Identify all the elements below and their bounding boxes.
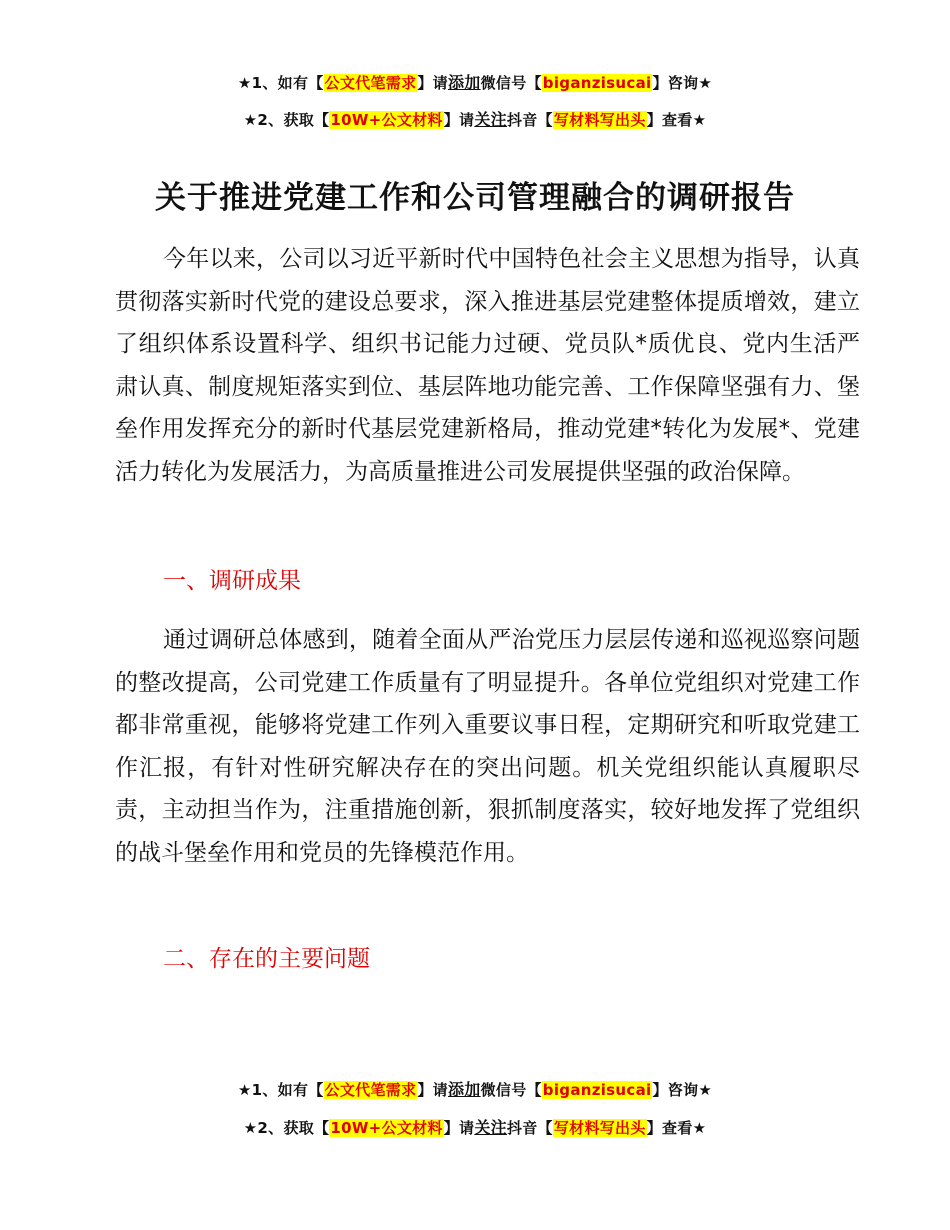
promo-highlight: 10W+公文材料 (330, 1119, 443, 1137)
promo-highlight: 10W+公文材料 (330, 111, 443, 129)
promo-text: ★1、如有【 (237, 1081, 324, 1099)
promo-highlight: 公文代笔需求 (324, 1081, 417, 1099)
promo-text: 】请 (417, 1081, 448, 1099)
promo-text: 抖音【 (506, 1119, 553, 1137)
promo-text: 】请 (443, 1119, 475, 1137)
promo-text: 微信号【 (480, 1081, 542, 1099)
promo-underlined: 添加 (447, 73, 481, 92)
section-heading-1: 一、调研成果 (163, 568, 301, 594)
section-1-paragraph: 通过调研总体感到，随着全面从严治党压力层层传递和巡视巡察问题的整改提高，公司党建工作质量有了明显提升。各单位党组织对党建工作都非常重视，能够将党建工作列入重要议事日程，定期研究和听取党建工作汇报，有针对性研究解决存在的突出问题。机关党组织能认真履职尽责，主动担当作为，注重措施创新，狠抓制度落实，较好地发挥了党组织的战斗堡垒作用和党员的先锋模范作用。 (115, 627, 860, 866)
promo-highlight-douyin: 写材料写出头 (553, 111, 646, 129)
promo-text: 】查看★ (646, 1119, 707, 1137)
promo-line-2-bottom (0, 1115, 950, 1138)
promo-underlined: 添加 (447, 1080, 481, 1099)
promo-text: ★2、获取【 (243, 111, 330, 129)
promo-text: ★1、如有【 (237, 74, 324, 92)
promo-highlight-wechat: biganzisucai (542, 74, 652, 92)
promo-highlight-douyin: 写材料写出头 (553, 1119, 646, 1137)
promo-underlined: 关注 (474, 110, 507, 129)
promo-text: 】咨询★ (652, 74, 713, 92)
promo-underlined: 关注 (474, 1118, 507, 1137)
promo-text: 】咨询★ (652, 1081, 713, 1099)
promo-line-2-top (0, 107, 950, 130)
section-heading-2: 二、存在的主要问题 (163, 946, 370, 972)
promo-text: ★2、获取【 (243, 1119, 330, 1137)
promo-text: 微信号【 (480, 74, 542, 92)
promo-line-1-top (0, 70, 950, 93)
intro-paragraph: 今年以来，公司以习近平新时代中国特色社会主义思想为指导，认真贯彻落实新时代党的建设总要求，深入推进基层党建整体提质增效，建立了组织体系设置科学、组织书记能力过硬、党员队*质优良、党内生活严肃认真、制度规矩落实到位、基层阵地功能完善、工作保障坚强有力、堡垒作用发挥充分的新时代基层党建新格局，推动党建*转化为发展*、党建活力转化为发展活力，为高质量推进公司发展提供坚强的政治保障。 (115, 246, 860, 485)
promo-text: 】查看★ (646, 111, 707, 129)
promo-highlight: 公文代笔需求 (324, 74, 417, 92)
promo-text: 抖音【 (506, 111, 553, 129)
promo-highlight-wechat: biganzisucai (542, 1081, 652, 1099)
promo-text: 】请 (417, 74, 448, 92)
promo-text: 】请 (443, 111, 475, 129)
document-title: 关于推进党建工作和公司管理融合的调研报告 (155, 180, 795, 216)
promo-line-1-bottom (0, 1077, 950, 1100)
